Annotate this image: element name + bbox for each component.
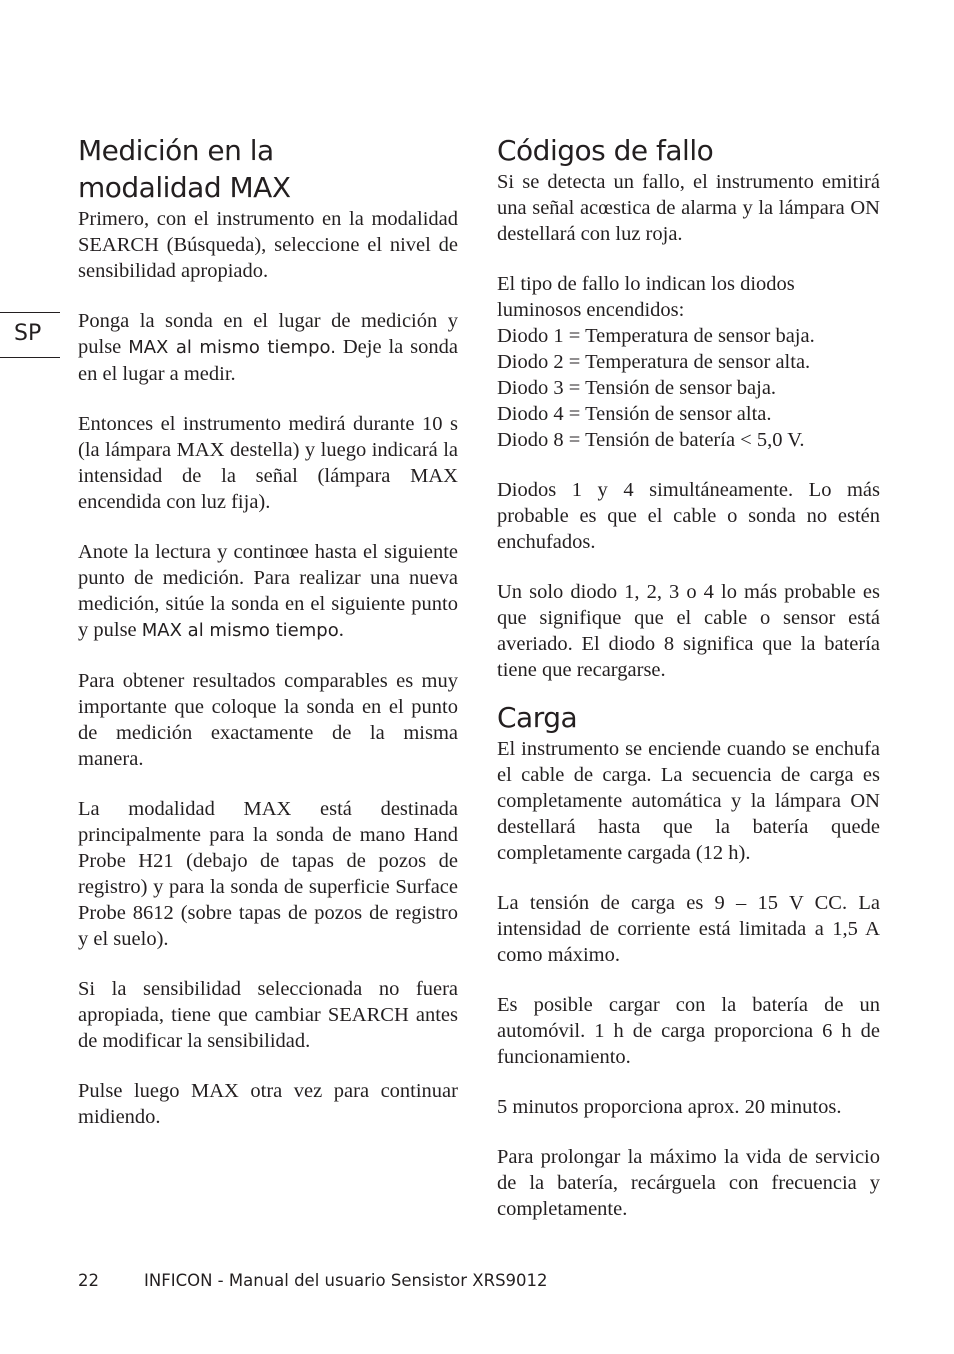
- diode-item: Diodo 2 = Temperatura de sensor alta.: [497, 351, 811, 373]
- text-run: Ponga la sonda en el lugar de medición y pulse: [78, 310, 458, 358]
- page-footer: [78, 1271, 548, 1290]
- max-mode-body: [78, 206, 458, 1130]
- diode-list: [497, 323, 880, 453]
- paragraph: Diodos 1 y 4 simultáneamente. Lo más probable es que el cable o sonda no estén enchufados.: [497, 479, 880, 553]
- diode-item: Diodo 1 = Temperatura de sensor baja.: [497, 325, 815, 347]
- paragraph: Un solo diodo 1, 2, 3 o 4 lo más probable es que signifique que el cable o sensor está averiado. El diodo 8 significa que la batería tiene que recargarse.: [497, 581, 880, 681]
- paragraph: La modalidad MAX está destinada principalmente para la sonda de mano Hand Probe H21 (debajo de tapas de pozos de registro) y para la sonda de superficie Surface Probe 8612 (sobre tapas de pozos de registro y el suelo).: [78, 798, 458, 950]
- paragraph: 5 minutos proporciona aprox. 20 minutos.: [497, 1096, 842, 1118]
- paragraph: [78, 539, 458, 644]
- right-column: [497, 132, 880, 1246]
- paragraph: Para obtener resultados comparables es muy importante que coloque la sonda en el punto de medición exactamente de la misma manera.: [78, 670, 458, 770]
- diode-item: Diodo 4 = Tensión de sensor alta.: [497, 403, 772, 425]
- page-number: 22: [78, 1271, 99, 1290]
- language-tab: [0, 312, 60, 358]
- paragraph: [78, 308, 458, 387]
- paragraph: Si la sensibilidad seleccionada no fuera apropiada, tiene que cambiar SEARCH antes de modificar la sensibilidad.: [78, 978, 458, 1052]
- button-reference: MAX al mismo tiempo.: [128, 337, 336, 358]
- diode-item: Diodo 8 = Tensión de batería < 5,0 V.: [497, 429, 805, 451]
- text-run: Deje la sonda en el lugar a medir.: [78, 336, 459, 385]
- paragraph: El instrumento se enciende cuando se enchufa el cable de carga. La secuencia de carga es completamente automática y la lámpara ON destellará hasta que la batería quede completamente cargada (12 h).: [497, 738, 880, 864]
- paragraph: Si se detecta un fallo, el instrumento emitirá una señal acœstica de alarma y la lámpara ON destellará con luz roja.: [497, 171, 880, 245]
- paragraph: Para prolongar la máximo la vida de servicio de la batería, recárguela con frecuencia y completamente.: [497, 1146, 880, 1220]
- fault-codes-body: [497, 169, 880, 683]
- charging-body: [497, 736, 880, 1222]
- paragraph: Primero, con el instrumento en la modalidad SEARCH (Búsqueda), seleccione el nivel de sensibilidad apropiado.: [78, 208, 458, 282]
- section-heading-fault-codes: Códigos de fallo: [497, 134, 714, 167]
- text-run: .: [338, 619, 344, 641]
- section-heading-max-mode: Medición en la modalidad MAX: [78, 134, 291, 204]
- paragraph: Es posible cargar con la batería de un automóvil. 1 h de carga proporciona 6 h de funcionamiento.: [497, 994, 880, 1068]
- footer-title: INFICON - Manual del usuario Sensistor XRS9012: [144, 1271, 548, 1290]
- section-heading-charging: Carga: [497, 701, 578, 734]
- paragraph: El tipo de fallo lo indican los diodos luminosos encendidos:: [497, 273, 795, 321]
- paragraph: La tensión de carga es 9 – 15 V CC. La intensidad de corriente está limitada a 1,5 A como máximo.: [497, 892, 880, 966]
- paragraph: Entonces el instrumento medirá durante 10 s (la lámpara MAX destella) y luego indicará la intensidad de la señal (lámpara MAX encendida con luz fija).: [78, 413, 458, 513]
- diode-item: Diodo 3 = Tensión de sensor baja.: [497, 377, 777, 399]
- button-reference: MAX al mismo tiempo: [141, 620, 339, 641]
- text-run: Anote la lectura y continœe hasta el siguiente punto de medición. Para realizar una nueva medición, sitúe la sonda en el siguiente punto y pulse: [78, 541, 458, 641]
- left-column: [78, 132, 458, 1154]
- paragraph: Pulse luego MAX otra vez para continuar midiendo.: [78, 1080, 458, 1128]
- language-tab-label: SP: [14, 321, 42, 346]
